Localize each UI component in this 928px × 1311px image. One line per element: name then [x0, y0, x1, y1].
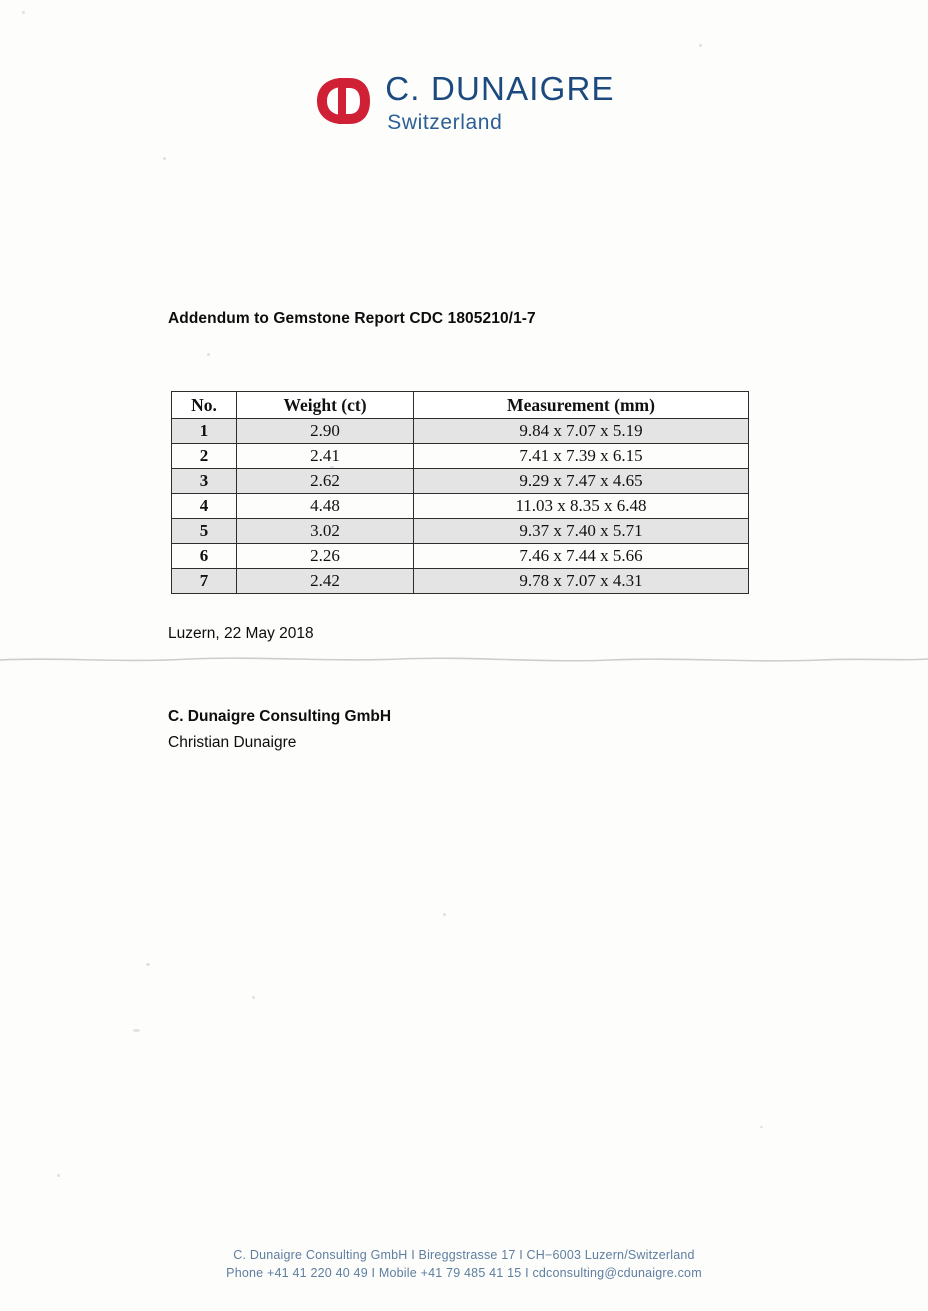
scan-speck — [760, 1126, 763, 1128]
brand-name: C. DUNAIGRE — [385, 70, 615, 107]
table-row — [172, 569, 749, 594]
table-row — [172, 494, 749, 519]
cell-weight: 3.02 — [237, 519, 414, 544]
cell-measurement: 9.37 x 7.40 x 5.71 — [414, 519, 749, 544]
scan-speck — [57, 1174, 60, 1177]
cell-measurement: 11.03 x 8.35 x 6.48 — [414, 494, 749, 519]
cell-weight: 2.42 — [237, 569, 414, 594]
cell-weight: 4.48 — [237, 494, 414, 519]
cd-monogram-icon — [313, 74, 371, 128]
cell-measurement: 9.84 x 7.07 x 5.19 — [414, 419, 749, 444]
cell-measurement: 9.78 x 7.07 x 4.31 — [414, 569, 749, 594]
paper-fold-line — [0, 652, 928, 662]
place-and-date: Luzern, 22 May 2018 — [168, 625, 314, 642]
cell-no: 2 — [172, 444, 237, 469]
page-footer — [0, 1246, 928, 1284]
table-row — [172, 519, 749, 544]
company-name: C. Dunaigre Consulting GmbH — [168, 708, 392, 725]
column-header-no: No. — [172, 392, 237, 419]
cell-weight: 2.41 — [237, 444, 414, 469]
table-row — [172, 444, 749, 469]
scan-speck — [207, 353, 210, 356]
brand-subtitle: Switzerland — [387, 111, 503, 134]
cell-no: 7 — [172, 569, 237, 594]
scan-speck — [163, 157, 166, 160]
cell-weight: 2.62 — [237, 469, 414, 494]
measurements-table — [171, 391, 749, 594]
page-title: Addendum to Gemstone Report CDC 1805210/1-7 — [168, 310, 536, 327]
table-row — [172, 544, 749, 569]
column-header-measurement: Measurement (mm) — [414, 392, 749, 419]
cell-weight: 2.90 — [237, 419, 414, 444]
cell-measurement: 9.29 x 7.47 x 4.65 — [414, 469, 749, 494]
column-header-weight: Weight (ct) — [237, 392, 414, 419]
cell-measurement: 7.46 x 7.44 x 5.66 — [414, 544, 749, 569]
footer-address-line: C. Dunaigre Consulting GmbH I Bireggstrasse 17 I CH−6003 Luzern/Switzerland — [233, 1247, 695, 1262]
table-header-row — [172, 392, 749, 419]
cell-measurement: 7.41 x 7.39 x 6.15 — [414, 444, 749, 469]
scan-speck — [133, 1029, 140, 1032]
scan-speck — [699, 44, 702, 47]
table-row — [172, 469, 749, 494]
brand-header — [0, 72, 928, 133]
footer-contact-line: Phone +41 41 220 40 49 I Mobile +41 79 485 41 15 I cdconsulting@cdunaigre.com — [226, 1266, 702, 1281]
cell-no: 1 — [172, 419, 237, 444]
scan-speck — [146, 963, 150, 966]
signer-name: Christian Dunaigre — [168, 734, 297, 751]
cell-no: 5 — [172, 519, 237, 544]
cell-no: 3 — [172, 469, 237, 494]
cell-no: 6 — [172, 544, 237, 569]
cell-no: 4 — [172, 494, 237, 519]
scan-speck — [443, 913, 446, 916]
table-row — [172, 419, 749, 444]
scan-speck — [252, 996, 255, 999]
scan-speck — [22, 11, 25, 14]
cell-weight: 2.26 — [237, 544, 414, 569]
